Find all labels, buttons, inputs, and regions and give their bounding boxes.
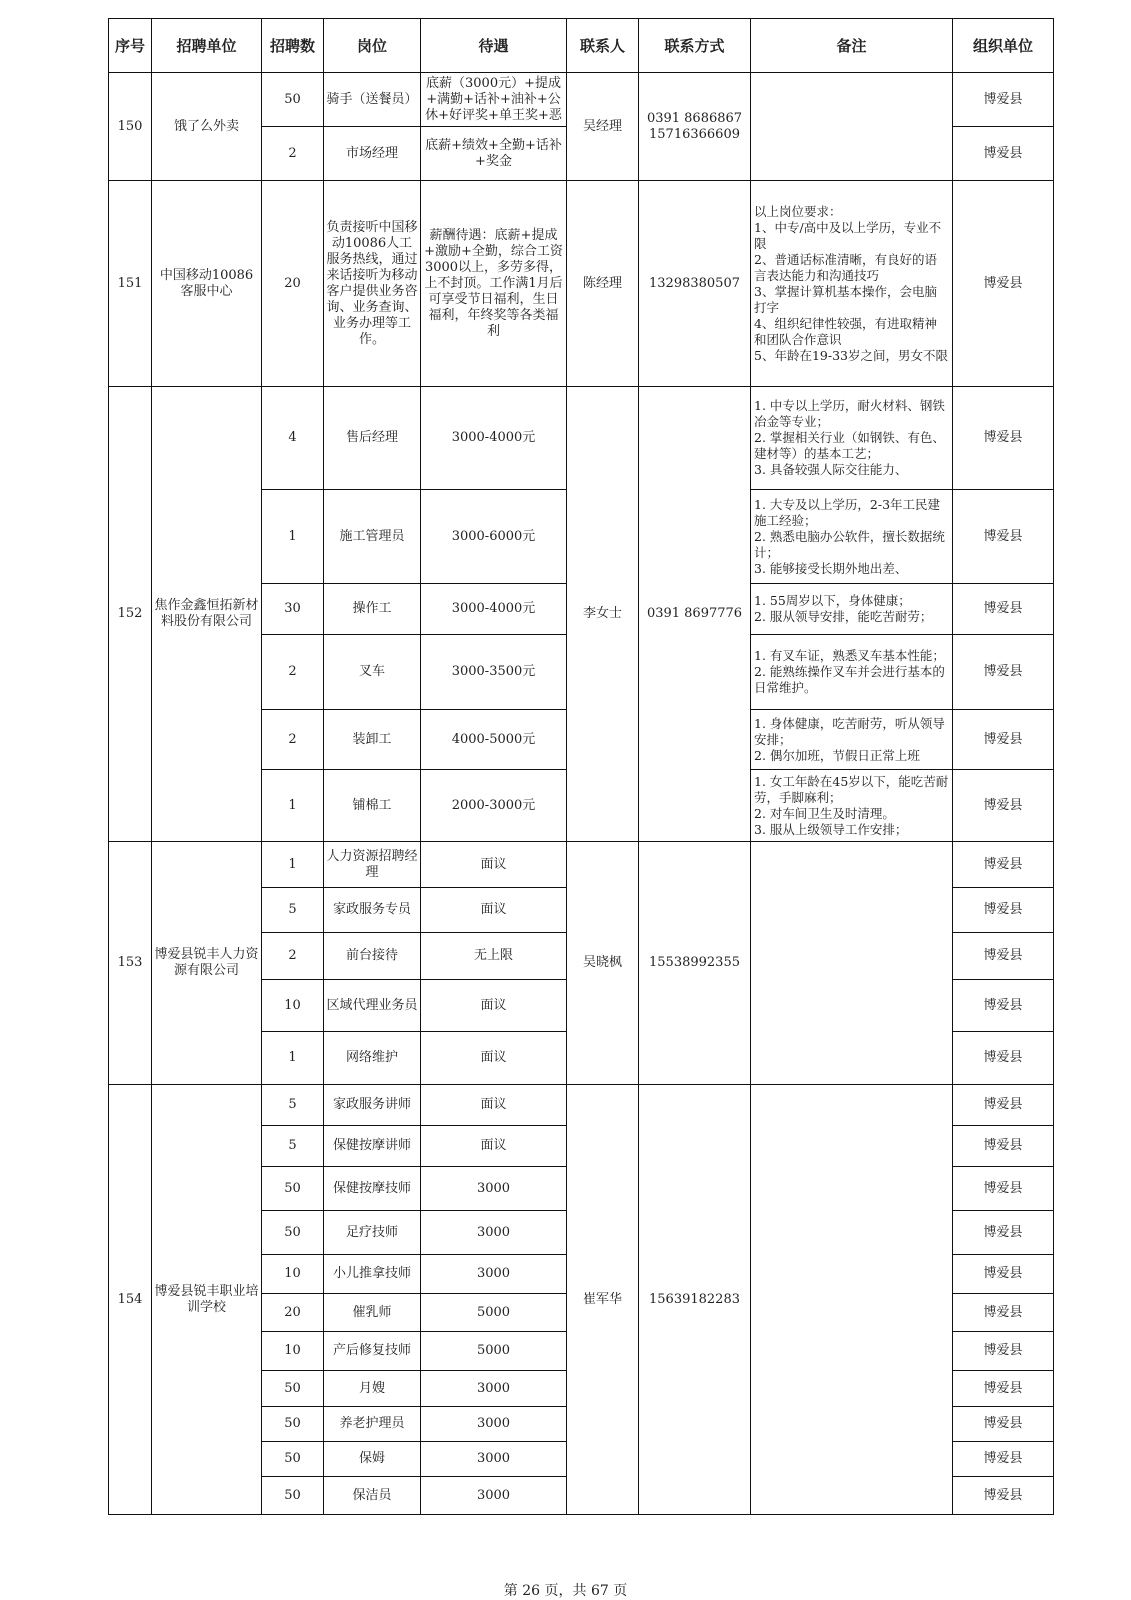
hire-count: 1 [262, 1032, 324, 1085]
hire-count: 5 [262, 1126, 324, 1167]
position: 产后修复技师 [324, 1332, 421, 1371]
pay: 薪酬待遇：底薪+提成+激励+全勤，综合工资3000以上，多劳多得，上不封顶。工作满1月后可享受节日福利，生日福利，年终奖等各类福利 [421, 181, 567, 387]
hire-count: 50 [262, 1211, 324, 1255]
position: 装卸工 [324, 710, 421, 770]
hire-count: 2 [262, 710, 324, 770]
column-header: 联系人 [567, 19, 639, 73]
hire-count: 20 [262, 1294, 324, 1332]
position: 叉车 [324, 635, 421, 710]
hire-count: 50 [262, 1371, 324, 1407]
pay: 3000 [421, 1442, 567, 1477]
organizer: 博爱县 [953, 490, 1054, 584]
organizer: 博爱县 [953, 770, 1054, 842]
pay: 底薪+绩效+全勤+话补+奖金 [421, 127, 567, 181]
organizer: 博爱县 [953, 1085, 1054, 1126]
remarks: 1. 有叉车证，熟悉叉车基本性能； 2. 能熟练操作叉车并会进行基本的日常维护。 [751, 635, 953, 710]
hire-count: 30 [262, 584, 324, 635]
serial-number: 150 [109, 73, 152, 181]
pay: 面议 [421, 1032, 567, 1085]
pay: 底薪（3000元）+提成+满勤+话补+油补+公休+好评奖+单王奖+恶 [421, 73, 567, 127]
organizer: 博爱县 [953, 1255, 1054, 1294]
company-name: 饿了么外卖 [152, 73, 262, 181]
contact-phone: 0391 8697776 [639, 387, 751, 842]
organizer: 博爱县 [953, 842, 1054, 888]
pay: 3000 [421, 1407, 567, 1442]
position: 足疗技师 [324, 1211, 421, 1255]
pay: 3000-6000元 [421, 490, 567, 584]
position: 骑手（送餐员） [324, 73, 421, 127]
pay: 4000-5000元 [421, 710, 567, 770]
pay: 3000-4000元 [421, 387, 567, 490]
contact-person: 李女士 [567, 387, 639, 842]
pay: 3000 [421, 1477, 567, 1515]
organizer: 博爱县 [953, 73, 1054, 127]
position: 前台接待 [324, 933, 421, 980]
hire-count: 2 [262, 127, 324, 181]
organizer: 博爱县 [953, 1167, 1054, 1211]
position: 保健按摩技师 [324, 1167, 421, 1211]
pay: 2000-3000元 [421, 770, 567, 842]
remarks: 1. 55周岁以下，身体健康； 2. 服从领导安排，能吃苦耐劳； [751, 584, 953, 635]
position: 网络维护 [324, 1032, 421, 1085]
organizer: 博爱县 [953, 127, 1054, 181]
position: 催乳师 [324, 1294, 421, 1332]
position: 家政服务专员 [324, 888, 421, 933]
organizer: 博爱县 [953, 1371, 1054, 1407]
table-row [109, 73, 1054, 127]
column-header: 岗位 [324, 19, 421, 73]
organizer: 博爱县 [953, 888, 1054, 933]
hire-count: 50 [262, 1167, 324, 1211]
organizer: 博爱县 [953, 1442, 1054, 1477]
company-name: 中国移动10086客服中心 [152, 181, 262, 387]
pay: 面议 [421, 1085, 567, 1126]
table-row [109, 1085, 1054, 1126]
pay: 3000 [421, 1167, 567, 1211]
company-name: 博爱县锐丰人力资源有限公司 [152, 842, 262, 1085]
contact-person: 吴晓枫 [567, 842, 639, 1085]
organizer: 博爱县 [953, 933, 1054, 980]
hire-count: 10 [262, 980, 324, 1032]
position: 人力资源招聘经理 [324, 842, 421, 888]
position: 铺棉工 [324, 770, 421, 842]
column-header: 序号 [109, 19, 152, 73]
column-header: 组织单位 [953, 19, 1054, 73]
hire-count: 20 [262, 181, 324, 387]
position: 售后经理 [324, 387, 421, 490]
organizer: 博爱县 [953, 1407, 1054, 1442]
position: 施工管理员 [324, 490, 421, 584]
serial-number: 153 [109, 842, 152, 1085]
table-row [109, 387, 1054, 490]
position: 家政服务讲师 [324, 1085, 421, 1126]
hire-count: 50 [262, 1407, 324, 1442]
hire-count: 5 [262, 888, 324, 933]
organizer: 博爱县 [953, 635, 1054, 710]
hire-count: 10 [262, 1255, 324, 1294]
position: 月嫂 [324, 1371, 421, 1407]
contact-phone: 15538992355 [639, 842, 751, 1085]
remarks: 1. 女工年龄在45岁以下，能吃苦耐劳，手脚麻利； 2. 对车间卫生及时清理。 3. 服从上级领导工作安排； [751, 770, 953, 842]
organizer: 博爱县 [953, 1211, 1054, 1255]
position: 区域代理业务员 [324, 980, 421, 1032]
contact-person: 崔军华 [567, 1085, 639, 1515]
column-header: 招聘单位 [152, 19, 262, 73]
organizer: 博爱县 [953, 1294, 1054, 1332]
organizer: 博爱县 [953, 710, 1054, 770]
organizer: 博爱县 [953, 1332, 1054, 1371]
hire-count: 10 [262, 1332, 324, 1371]
serial-number: 152 [109, 387, 152, 842]
pay: 3000 [421, 1255, 567, 1294]
pay: 无上限 [421, 933, 567, 980]
remarks: 1. 中专以上学历，耐火材料、钢铁冶金等专业； 2. 掌握相关行业（如钢铁、有色、建材等）的基本工艺； 3. 具备较强人际交往能力、 [751, 387, 953, 490]
remarks [751, 1085, 953, 1515]
table-row [109, 842, 1054, 888]
company-name: 焦作金鑫恒拓新材料股份有限公司 [152, 387, 262, 842]
hire-count: 4 [262, 387, 324, 490]
hire-count: 1 [262, 770, 324, 842]
position: 保洁员 [324, 1477, 421, 1515]
hire-count: 2 [262, 933, 324, 980]
position: 市场经理 [324, 127, 421, 181]
hire-count: 2 [262, 635, 324, 710]
hire-count: 5 [262, 1085, 324, 1126]
organizer: 博爱县 [953, 1477, 1054, 1515]
organizer: 博爱县 [953, 980, 1054, 1032]
organizer: 博爱县 [953, 584, 1054, 635]
organizer: 博爱县 [953, 387, 1054, 490]
position: 负责接听中国移动10086人工服务热线，通过来话接听为移动客户提供业务咨询、业务查询、业务办理等工作。 [324, 181, 421, 387]
pay: 3000-4000元 [421, 584, 567, 635]
contact-person: 吴经理 [567, 73, 639, 181]
contact-phone: 13298380507 [639, 181, 751, 387]
table-row [109, 181, 1054, 387]
hire-count: 1 [262, 490, 324, 584]
column-header: 待遇 [421, 19, 567, 73]
contact-phone: 0391 8686867 15716366609 [639, 73, 751, 181]
contact-person: 陈经理 [567, 181, 639, 387]
column-header: 备注 [751, 19, 953, 73]
serial-number: 151 [109, 181, 152, 387]
pay: 5000 [421, 1332, 567, 1371]
hire-count: 50 [262, 73, 324, 127]
contact-phone: 15639182283 [639, 1085, 751, 1515]
position: 保健按摩讲师 [324, 1126, 421, 1167]
pay: 面议 [421, 1126, 567, 1167]
hire-count: 50 [262, 1442, 324, 1477]
remarks [751, 73, 953, 181]
position: 操作工 [324, 584, 421, 635]
pay: 3000 [421, 1371, 567, 1407]
pay: 3000 [421, 1211, 567, 1255]
remarks: 1. 身体健康，吃苦耐劳，听从领导安排； 2. 偶尔加班，节假日正常上班 [751, 710, 953, 770]
hire-count: 50 [262, 1477, 324, 1515]
organizer: 博爱县 [953, 181, 1054, 387]
organizer: 博爱县 [953, 1126, 1054, 1167]
remarks [751, 842, 953, 1085]
hire-count: 1 [262, 842, 324, 888]
remarks: 以上岗位要求： 1、中专/高中及以上学历，专业不限 2、普通话标准清晰，有良好的语言表达能力和沟通技巧 3、掌握计算机基本操作，会电脑打字 4、组织纪律性较强，有进取精神和团队合作意识 5、年龄在19-33岁之间，男女不限 [751, 181, 953, 387]
pay: 面议 [421, 980, 567, 1032]
pay: 3000-3500元 [421, 635, 567, 710]
position: 养老护理员 [324, 1407, 421, 1442]
company-name: 博爱县锐丰职业培训学校 [152, 1085, 262, 1515]
pay: 面议 [421, 842, 567, 888]
serial-number: 154 [109, 1085, 152, 1515]
header-row [109, 19, 1054, 73]
organizer: 博爱县 [953, 1032, 1054, 1085]
column-header: 招聘数 [262, 19, 324, 73]
page-footer: 第 26 页，共 67 页 [503, 1583, 628, 1599]
column-header: 联系方式 [639, 19, 751, 73]
pay: 面议 [421, 888, 567, 933]
recruitment-table [108, 18, 1054, 1515]
remarks: 1. 大专及以上学历，2-3年工民建施工经验； 2. 熟悉电脑办公软件，擅长数据统计； 3. 能够接受长期外地出差、 [751, 490, 953, 584]
position: 保姆 [324, 1442, 421, 1477]
position: 小儿推拿技师 [324, 1255, 421, 1294]
pay: 5000 [421, 1294, 567, 1332]
